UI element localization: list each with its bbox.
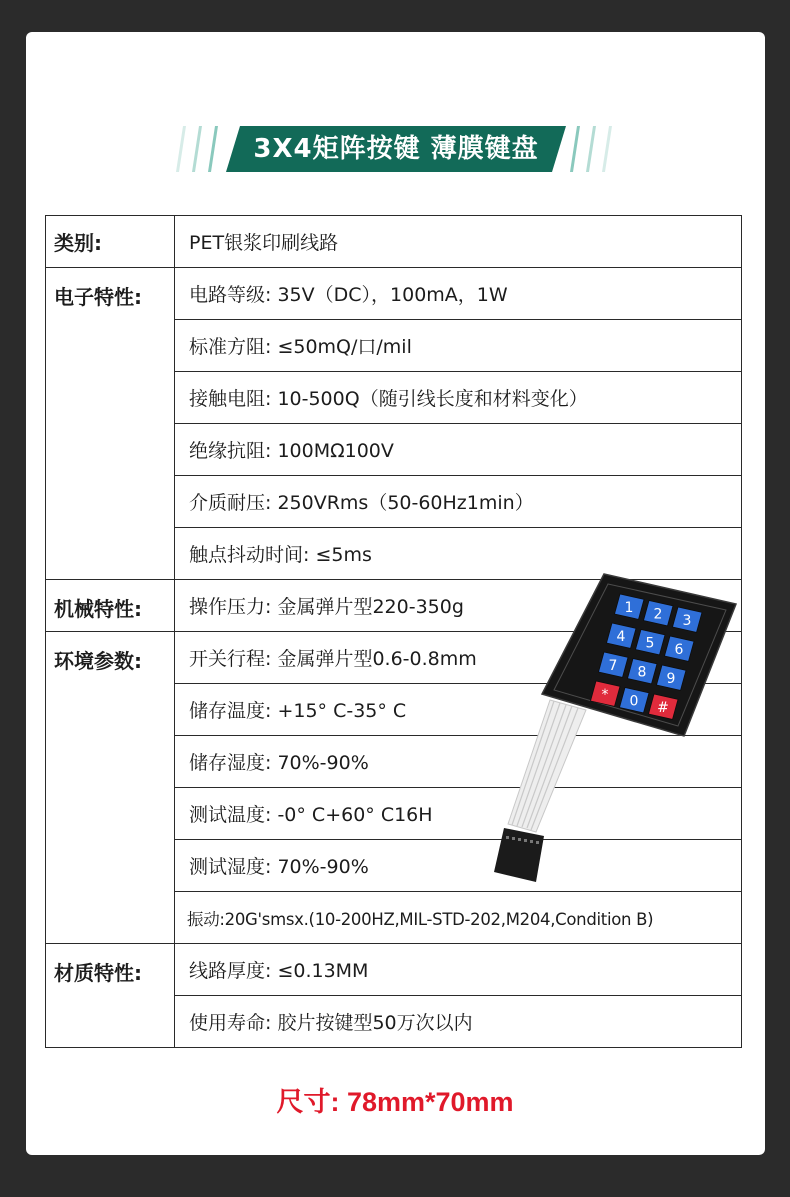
spec-value: 接触电阻: 10-500Q（随引线长度和材料变化） <box>175 372 742 424</box>
table-row <box>46 216 742 268</box>
keypad-product-image <box>488 570 748 890</box>
category-label: 机械特性: <box>46 580 175 632</box>
table-row <box>46 944 742 996</box>
title-banner <box>170 126 620 172</box>
spec-value: 振动:20G'smsx.(10-200HZ,MIL-STD-202,M204,Condition B) <box>175 892 742 944</box>
category-label: 类别: <box>46 216 175 268</box>
spec-value: 绝缘抗阻: 100MΩ100V <box>175 424 742 476</box>
banner-stripe <box>192 126 202 172</box>
spec-value: 标准方阻: ≤50mQ/口/mil <box>175 320 742 372</box>
ribbon-cable <box>508 700 586 832</box>
key-label: # <box>657 700 669 716</box>
category-label: 环境参数: <box>46 632 175 944</box>
banner-stripe <box>208 126 218 172</box>
page-title: 3X4矩阵按键 薄膜键盘 <box>253 134 539 164</box>
key-label: 7 <box>608 658 618 674</box>
key-label: 9 <box>666 671 676 687</box>
key-label: 2 <box>653 606 663 623</box>
connector <box>494 828 544 882</box>
key-label: 5 <box>645 635 655 652</box>
spec-value: 开关行程: 金属弹片型0.6-0.8mm <box>175 632 742 684</box>
spec-value: 触点抖动时间: ≤5ms <box>175 528 742 580</box>
spec-value: 储存湿度: 70%-90% <box>175 736 742 788</box>
spec-value: 操作压力: 金属弹片型220-350g <box>175 580 742 632</box>
banner-stripe <box>570 126 580 172</box>
spec-value: 线路厚度: ≤0.13MM <box>175 944 742 996</box>
key-label: 3 <box>682 613 692 629</box>
spec-value: 测试湿度: 70%-90% <box>175 840 742 892</box>
spec-value: 测试温度: -0° C+60° C16H <box>175 788 742 840</box>
spec-value: 使用寿命: 胶片按键型50万次以内 <box>175 996 742 1048</box>
spec-value: 储存温度: +15° C-35° C <box>175 684 742 736</box>
banner-stripe <box>586 126 596 172</box>
key-label: 8 <box>637 664 647 681</box>
key-label: * <box>601 687 609 703</box>
table-row <box>46 268 742 320</box>
size-label: 尺寸: 78mm*70mm <box>276 1087 514 1117</box>
key-label: 6 <box>674 642 684 658</box>
banner-stripe <box>176 126 186 172</box>
key-label: 0 <box>629 693 639 710</box>
key-label: 4 <box>616 629 626 645</box>
spec-value: 电路等级: 35V（DC），100mA，1W <box>175 268 742 320</box>
spec-value: PET银浆印刷线路 <box>175 216 742 268</box>
spec-value: 介质耐压: 250VRms（50-60Hz1min） <box>175 476 742 528</box>
category-label: 材质特性: <box>46 944 175 1048</box>
banner-stripe <box>602 126 612 172</box>
category-label: 电子特性: <box>46 268 175 580</box>
key-label: 1 <box>624 600 634 616</box>
